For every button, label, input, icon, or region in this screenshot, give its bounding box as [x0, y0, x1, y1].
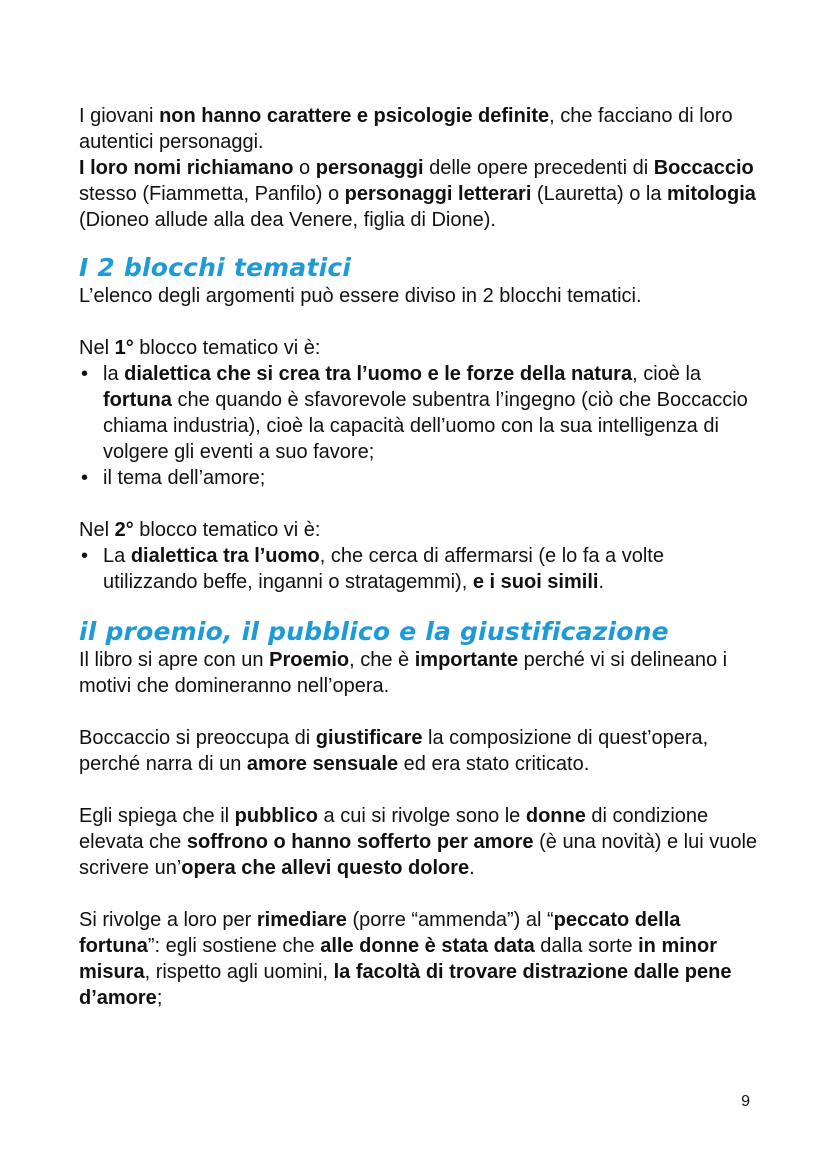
text-run: , che cerca di affermarsi (e lo fa a volte utilizzando beffe, inganni o stratagemmi),	[103, 545, 664, 593]
bold-run: Proemio	[269, 649, 350, 671]
bold-run: non hanno carattere e psicologie definite	[159, 105, 550, 127]
list-item	[79, 361, 759, 465]
bold-run: I loro nomi richiamano	[79, 157, 294, 179]
bold-run: e i suoi simili	[472, 571, 599, 593]
text-run: la composizione di quest’opera, perché narra di un	[79, 727, 709, 775]
bold-run: mitologia	[667, 183, 756, 205]
text-run: Egli spiega che il	[79, 805, 235, 827]
bold-run: soffrono o hanno sofferto per amore	[186, 831, 534, 853]
bold-run: fortuna	[103, 389, 172, 411]
text-run: (porre “ammenda”) al “	[346, 909, 554, 931]
bold-run: pubblico	[234, 805, 318, 827]
text-run: I giovani	[79, 105, 160, 127]
block2-list	[79, 543, 759, 595]
rimediare-paragraph	[79, 907, 759, 1011]
text-run: stesso (Fiammetta, Panfilo) o	[79, 183, 345, 205]
text-run: blocco tematico vi è:	[133, 519, 321, 541]
text-run: ”: egli sostiene che	[147, 935, 321, 957]
text-run: di condizione elevata che	[79, 805, 709, 853]
bullet-icon: •	[81, 545, 89, 567]
bullet-icon: •	[81, 363, 89, 385]
bullet-icon: •	[81, 467, 89, 489]
pubblico-paragraph	[79, 803, 759, 881]
page-number: 9	[741, 1093, 750, 1110]
text-run: , che facciano di loro autentici personaggi.	[79, 105, 733, 153]
text-run: a cui si rivolge sono le	[317, 805, 526, 827]
text-run: Boccaccio si preoccupa di	[79, 727, 316, 749]
proemio-paragraph	[79, 647, 759, 699]
bold-run: 2°	[114, 519, 134, 541]
text-run: che quando è sfavorevole subentra l’ingegno (ciò che Boccaccio chiama industria), cioè la capacità dell’uomo con la sua intelligenza di volgere gli eventi a suo favore;	[103, 389, 748, 463]
bold-run: opera che allevi questo dolore	[181, 857, 470, 879]
block2-title	[79, 517, 759, 543]
section-heading-blocchi: I 2 blocchi tematici	[79, 253, 352, 282]
text-run: .	[598, 571, 605, 593]
giustificare-paragraph	[79, 725, 759, 777]
bold-run: personaggi	[315, 157, 424, 179]
bold-run: amore sensuale	[246, 753, 399, 775]
list-item	[79, 465, 759, 491]
bold-run: alle donne è stata data	[320, 935, 535, 957]
text-run: La	[103, 545, 131, 567]
text-run: , cioè la	[632, 363, 702, 385]
text-run: .	[469, 857, 475, 879]
text-run: perché vi si delineano i motivi che domineranno nell’opera.	[79, 649, 728, 697]
text-run: Il libro si apre con un	[79, 649, 270, 671]
page-content	[79, 103, 759, 1011]
section1-intro: L’elenco degli argomenti può essere diviso in 2 blocchi tematici.	[79, 285, 642, 307]
block1-list	[79, 361, 759, 491]
bold-run: dialettica che si crea tra l’uomo e le forze della natura	[124, 363, 633, 385]
text-run: ed era stato criticato.	[398, 753, 590, 775]
bold-run: giustificare	[315, 727, 423, 749]
bold-run: rimediare	[256, 909, 347, 931]
bold-run: in minor misura	[79, 935, 718, 983]
section-heading-proemio: il proemio, il pubblico e la giustificazione	[79, 617, 669, 646]
block1-title	[79, 335, 759, 361]
text-run: , che è	[349, 649, 415, 671]
text-run: blocco tematico vi è:	[133, 337, 321, 359]
text-run: Nel	[79, 519, 115, 541]
text-run: ;	[156, 987, 163, 1009]
bold-run: peccato della fortuna	[79, 909, 681, 957]
list-item	[79, 543, 759, 595]
text-run: dalla sorte	[534, 935, 639, 957]
bold-run: personaggi letterari	[344, 183, 532, 205]
bold-run: Boccaccio	[653, 157, 754, 179]
bold-run: la facoltà di trovare distrazione dalle pene d’amore	[79, 961, 732, 1009]
text-run: , rispetto agli uomini,	[144, 961, 334, 983]
intro-paragraph	[79, 103, 759, 233]
text-run: (Dioneo allude alla dea Venere, figlia di Dione).	[79, 209, 496, 231]
text-run: Nel	[79, 337, 115, 359]
text-run: delle opere precedenti di	[423, 157, 654, 179]
text-run: o	[293, 157, 316, 179]
text-run: (è una novità) e lui vuole scrivere un’	[79, 831, 758, 879]
text-run: la	[103, 363, 125, 385]
text-run: Si rivolge a loro per	[79, 909, 257, 931]
bold-run: dialettica tra l’uomo	[130, 545, 320, 567]
bold-run: donne	[525, 805, 586, 827]
text-run: (Lauretta) o la	[531, 183, 667, 205]
bold-run: 1°	[114, 337, 134, 359]
text-run: il tema dell’amore;	[103, 467, 266, 489]
bold-run: importante	[414, 649, 519, 671]
